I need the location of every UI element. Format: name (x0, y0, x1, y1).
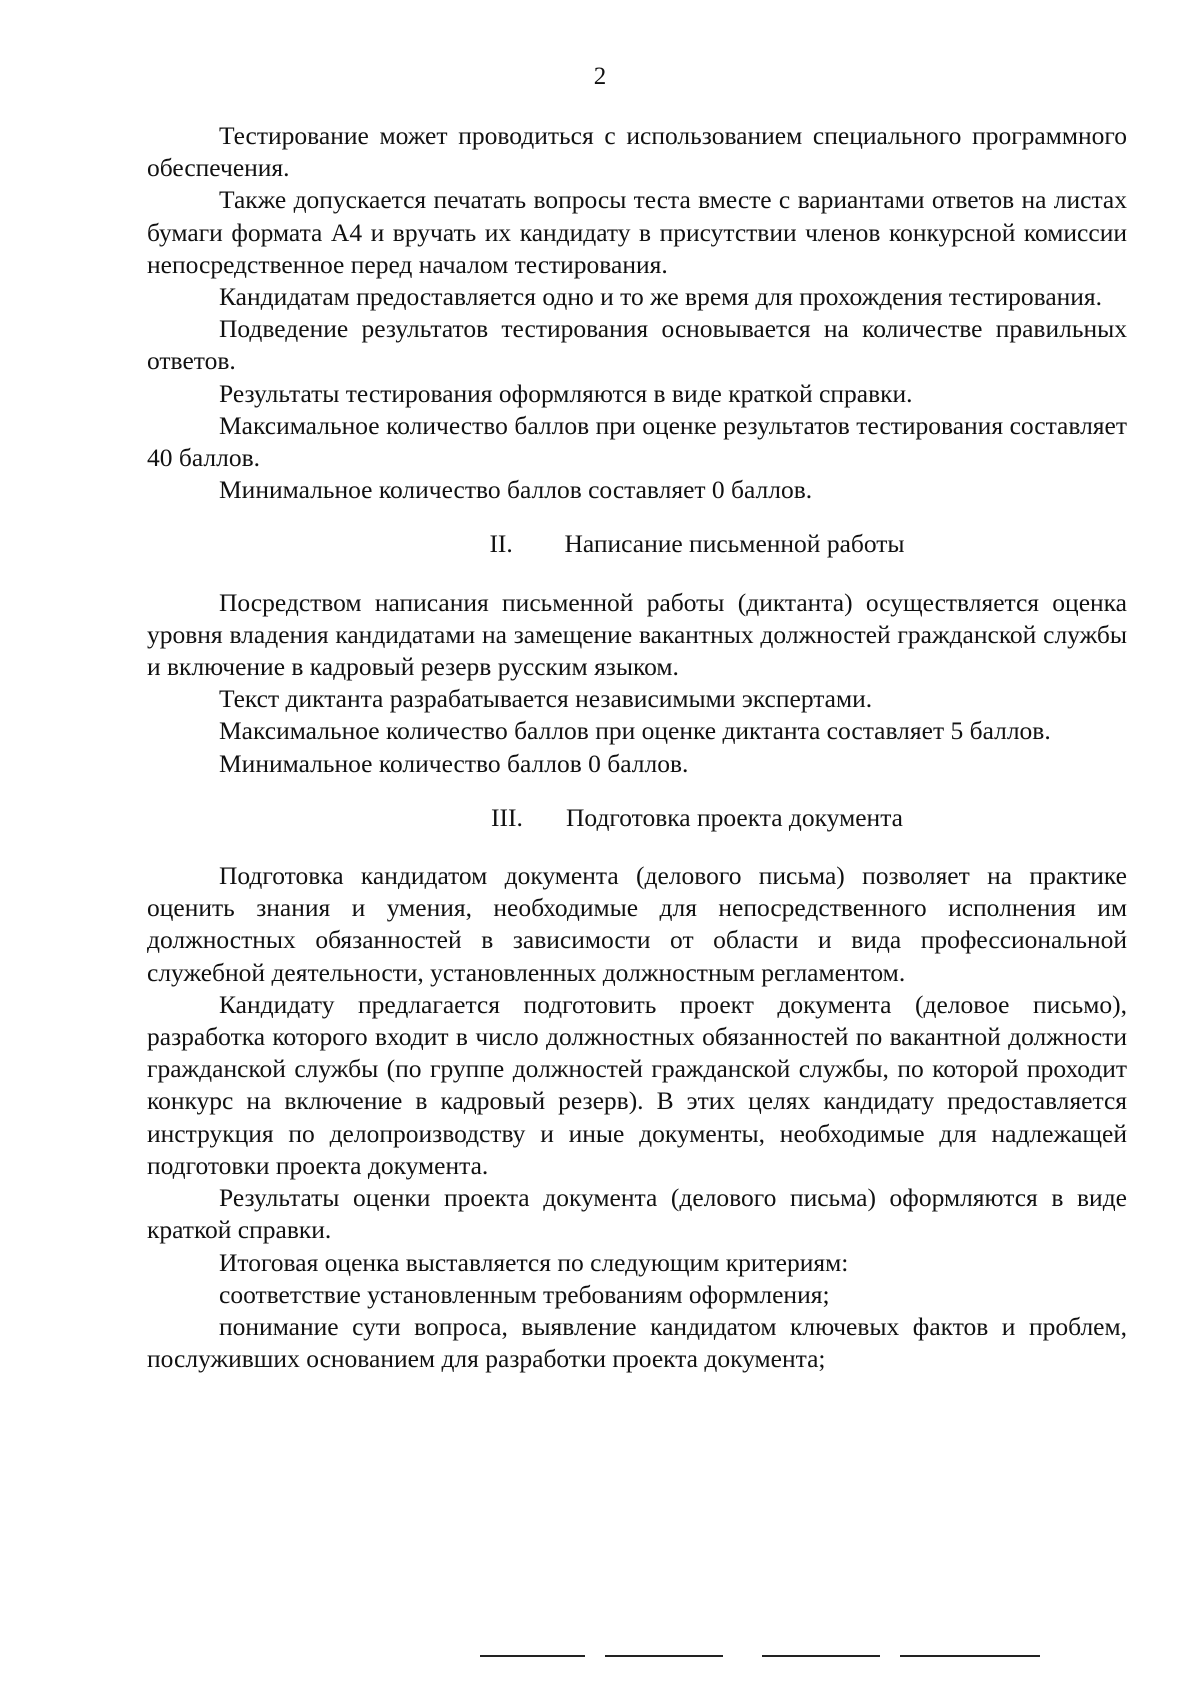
paragraph: Посредством написания письменной работы (диктанта) осуществляется оценка уровня владения кандидатами на замещение вакантных должностей гражданской службы и включение в кадровый резерв русским языком. (147, 587, 1127, 682)
paragraph: Результаты оценки проекта документа (делового письма) оформляются в виде краткой справки. (147, 1183, 1127, 1245)
paragraph: Итоговая оценка выставляется по следующим критериям: (219, 1247, 849, 1277)
section-number: II. (489, 529, 513, 559)
paragraph: Максимальное количество баллов при оценке диктанта составляет 5 баллов. (219, 716, 1051, 746)
paragraph: Результаты тестирования оформляются в виде краткой справки. (219, 378, 913, 408)
section-heading-3 (147, 802, 1127, 834)
paragraph: Кандидатам предоставляется одно и то же время для прохождения тестирования. (219, 282, 1103, 312)
paragraph: Максимальное количество баллов при оценке результатов тестирования составляет 40 баллов. (147, 410, 1127, 473)
section-number: III. (491, 802, 523, 832)
section-title: Подготовка проекта документа (566, 802, 903, 832)
section-title: Написание письменной работы (564, 529, 905, 559)
paragraph: Минимальное количество баллов 0 баллов. (219, 748, 689, 778)
paragraph: соответствие установленным требованиям оформления; (219, 1279, 830, 1309)
footer-rule (480, 1655, 1120, 1659)
footer-line-segment (480, 1655, 585, 1657)
paragraph: понимание сути вопроса, выявление кандидатом ключевых фактов и проблем, послуживших основанием для разработки проекта документа; (147, 1311, 1127, 1374)
document-body (147, 120, 1127, 1375)
section-heading-2 (147, 528, 1127, 560)
footer-line-segment (900, 1655, 1040, 1657)
page-number: 2 (593, 63, 607, 90)
paragraph: Кандидату предлагается подготовить проект документа (деловое письмо), разработка которого входит в число должностных обязанностей по вакантной должности гражданской службы (по группе должностей гражданской службы, по которой проходит конкурс на включение в кадровый резерв). В этих целях кандидату предоставляется инструкция по делопроизводству и иные документы, необходимые для надлежащей подготовки проекта документа. (147, 989, 1127, 1180)
paragraph: Подведение результатов тестирования основывается на количестве правильных ответов. (147, 314, 1127, 376)
paragraph: Минимальное количество баллов составляет 0 баллов. (219, 475, 813, 505)
footer-line-segment (762, 1655, 880, 1657)
footer-line-segment (605, 1655, 723, 1657)
paragraph: Также допускается печатать вопросы теста вместе с вариантами ответов на листах бумаги формата А4 и вручать их кандидату в присутствии членов конкурсной комиссии непосредственное перед началом тестирования. (147, 185, 1127, 279)
paragraph: Подготовка кандидатом документа (делового письма) позволяет на практике оценить знания и умения, необходимые для непосредственного исполнения им должностных обязанностей в зависимости от области и вида профессиональной служебной деятельности, установленных должностным регламентом. (147, 861, 1127, 987)
paragraph: Тестирование может проводиться с использованием специального программного обеспечения. (147, 121, 1127, 183)
paragraph: Текст диктанта разрабатывается независимыми экспертами. (219, 684, 873, 714)
